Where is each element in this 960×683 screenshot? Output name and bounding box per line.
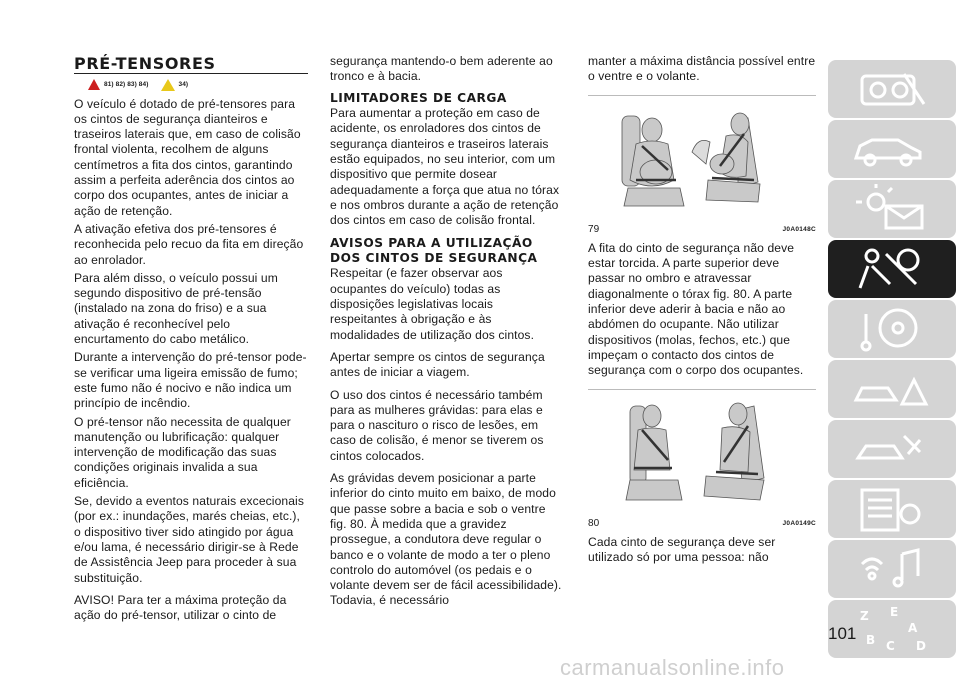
- watermark: carmanualsonline.info: [560, 655, 785, 680]
- paragraph: Para além disso, o veículo possui um segundo dispositivo de pré-tensão (instalado na zona do friso) e a sua ativação é reconhecível pelo encurtamento do cabo metálico.: [74, 270, 278, 347]
- paragraph: As grávidas devem posicionar a parte inferior do cinto muito em baixo, de modo que passe sobre a bacia e sob o ventre fig. 80. À medida que a gravidez prossegue, a condutora deve regular o banco e o volante de modo a ter o pleno controlo do automóvel (os pedais e o volante devem ser de fácil acessibilidade). Todavia, é necessário: [330, 471, 562, 608]
- paragraph: AVISO! Para ter a máxima proteção da ação do pré-tensor, utilizar o cinto de: [74, 592, 287, 623]
- tab-specifications[interactable]: [828, 480, 956, 538]
- tab-dashboard[interactable]: [828, 60, 956, 118]
- figure-number: 79: [588, 223, 600, 235]
- dashboard-icon: [842, 64, 942, 114]
- warning-refs-yellow: 34): [178, 81, 189, 89]
- tab-maintenance[interactable]: [828, 420, 956, 478]
- paragraph: segurança mantendo-o bem aderente ao tronco e à bacia.: [330, 54, 553, 84]
- maintenance-icon: [842, 424, 942, 474]
- figure-code: J0A0148C: [782, 225, 816, 233]
- figure-number: 80: [588, 517, 600, 529]
- section-title-pretensores: PRÉ-TENSORES: [74, 56, 308, 74]
- section-title-avisos: AVISOS PARA A UTILIZAÇÃO DOS CINTOS DE SEGURANÇA: [330, 236, 538, 265]
- paragraph: A fita do cinto de segurança não deve estar torcida. A parte superior deve passar no ombro e atravessar diagonalmente o tórax fig. 80. A parte inferior deve aderir à bacia e não ao abdómen do ocupante. Não utilizar dispositivos (molas, fechos, etc.) que impeçam o contacto dos cintos de segurança com o corpo dos ocupantes.: [588, 240, 804, 378]
- paragraph: manter a máxima distância possível entre o ventre e o volante.: [588, 54, 816, 84]
- paragraph: Respeitar (e fazer observar aos ocupantes do veículo) todas as disposições legislativas locais respeitantes à obrigação e às modalidades de utilização dos cintos.: [330, 266, 535, 342]
- tab-driving[interactable]: [828, 300, 956, 358]
- column-3: [588, 54, 816, 568]
- figure-79-caption: [588, 222, 816, 237]
- tab-safety[interactable]: [828, 240, 956, 298]
- multimedia-icon: [842, 544, 942, 594]
- steering-wheel-icon: [842, 304, 942, 354]
- warning-triangle-red-icon: [88, 79, 100, 90]
- paragraph: O veículo é dotado de pré-tensores para os cintos de segurança dianteiros e traseiros laterais que, em caso de colisão frontal violenta, recolhem de alguns centímetros a fita dos cintos, garantindo assim a perfeita aderência dos cintos ao corpo dos ocupantes, antes de iniciar a ação de retenção.: [74, 96, 301, 218]
- seatbelt-position-illustration: [588, 396, 816, 514]
- tab-lights-messages[interactable]: [828, 180, 956, 238]
- car-info-icon: [842, 124, 942, 174]
- tab-car-info[interactable]: [828, 120, 956, 178]
- column-1: [74, 56, 308, 626]
- paragraph: Se, devido a eventos naturais excecionais (por ex.: inundações, marés cheias, etc.), o dispositivo tiver sido atingido por água e/ou lama, é necessário dirigir-se à Rede de Assistência Jeep para proceder à sua substituição.: [74, 494, 304, 585]
- paragraph: Para aumentar a proteção em caso de acidente, os enroladores dos cintos de segurança dianteiros e traseiros laterais estão equipados, no seu interior, com um dispositivo que permite dosear adequadamente a força que atua no tórax e nos ombros durante a ação de retenção dos cintos em caso de colisão frontal.: [330, 106, 560, 228]
- svg-text:Z: Z: [860, 609, 869, 623]
- svg-text:E: E: [890, 605, 899, 619]
- paragraph: O uso dos cintos é necessário também para as mulheres grávidas: para elas e para o nascituro o risco de lesões, em caso de colisão, é menor se tiverem os cintos colocados.: [330, 387, 544, 463]
- warning-refs-red: 81) 82) 83) 84): [104, 81, 149, 89]
- warning-car-icon: [842, 364, 942, 414]
- svg-text:C: C: [886, 639, 895, 653]
- specifications-icon: [842, 484, 942, 534]
- paragraph: Durante a intervenção do pré-tensor pode-se verificar uma ligeira emissão de fumo; este fumo não é nocivo e não indica um princípio de incêndio.: [74, 350, 307, 411]
- svg-text:B: B: [866, 633, 876, 647]
- column-2: [330, 54, 562, 612]
- svg-text:D: D: [916, 639, 926, 653]
- figure-79: [588, 102, 816, 220]
- tab-emergency[interactable]: [828, 360, 956, 418]
- tab-multimedia[interactable]: [828, 540, 956, 598]
- pregnant-seatbelt-illustration: [588, 102, 816, 220]
- paragraph: A ativação efetiva dos pré-tensores é reconhecida pelo recuo da fita em direção ao enrolador.: [74, 221, 304, 267]
- figure-rule: [588, 95, 816, 96]
- figure-80-caption: [588, 516, 816, 531]
- svg-text:A: A: [908, 621, 918, 635]
- warning-references: [88, 77, 308, 92]
- paragraph: Apertar sempre os cintos de segurança antes de iniciar a viagem.: [330, 349, 545, 380]
- paragraph: Cada cinto de segurança deve ser utilizado só por uma pessoa: não: [588, 534, 776, 565]
- warning-triangle-yellow-icon: [161, 79, 175, 91]
- page-number: 101: [828, 624, 857, 643]
- figure-rule: [588, 389, 816, 390]
- paragraph: O pré-tensor não necessita de qualquer manutenção ou lubrificação: qualquer intervenção de modificação das suas condições originais invalida a sua eficiência.: [74, 414, 291, 490]
- lights-message-icon: [842, 184, 942, 234]
- figure-code: J0A0149C: [782, 519, 816, 527]
- figure-80: [588, 396, 816, 514]
- alphabetical-index-icon: [842, 604, 942, 654]
- airbag-safety-icon: [842, 244, 942, 294]
- section-title-limitadores: LIMITADORES DE CARGA: [330, 90, 507, 105]
